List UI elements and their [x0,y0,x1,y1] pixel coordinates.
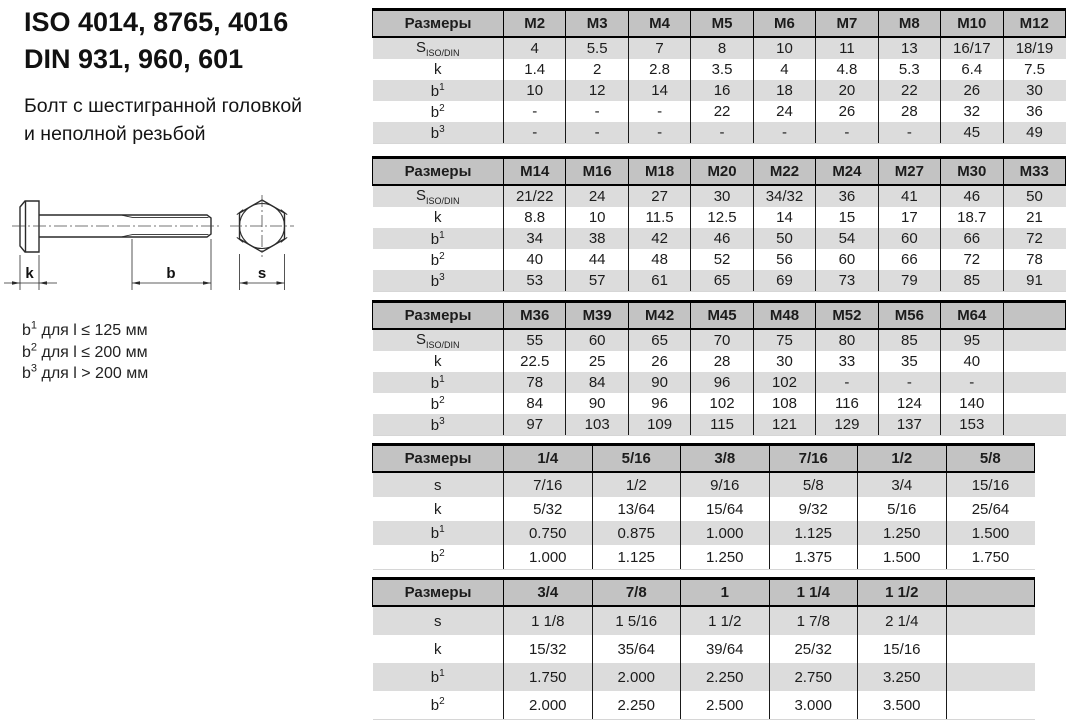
value-cell [946,691,1035,720]
value-cell: 2.500 [681,691,770,720]
value-cell: 140 [941,393,1003,414]
value-cell: 2.000 [592,663,681,691]
value-cell: 9/32 [769,497,858,521]
row-label: k [434,209,442,226]
header-cell: 1/4 [504,445,593,473]
value-cell: 5/16 [858,497,947,521]
header-cell: M14 [504,158,566,186]
value-cell: 26 [941,80,1003,101]
value-cell: 1 5/16 [592,606,681,635]
page-subtitle [24,92,302,148]
header-cell: M6 [753,10,815,38]
value-cell: 14 [628,80,690,101]
value-cell: 72 [941,249,1003,270]
dim-label-k: k [25,265,34,282]
table-row [373,414,1066,436]
value-cell: 50 [1003,185,1066,207]
value-cell: 2.000 [504,691,593,720]
value-cell: 39/64 [681,635,770,663]
table-row [373,101,1066,122]
value-cell: 2.750 [769,663,858,691]
value-cell: - [878,372,940,393]
value-cell: 66 [941,228,1003,249]
header-cell: M45 [691,302,753,330]
value-cell: 1 7/8 [769,606,858,635]
value-cell: 96 [628,393,690,414]
value-cell: 28 [691,351,753,372]
row-label: $b^1$ [430,524,445,542]
value-cell: 80 [816,329,878,351]
value-cell: 9/16 [681,472,770,497]
value-cell: 24 [753,101,815,122]
footnote-line: $b^3$ для l > 200 мм [22,362,149,382]
header-cell: 1/2 [858,445,947,473]
value-cell: 50 [753,228,815,249]
value-cell: 46 [691,228,753,249]
value-cell: 18/19 [1003,37,1066,59]
value-cell: 1/2 [592,472,681,497]
header-cell [1003,302,1066,330]
value-cell: 85 [878,329,940,351]
value-cell: 121 [753,414,815,436]
header-cell: M7 [816,10,878,38]
value-cell: 36 [816,185,878,207]
subtitle-line-1: Болт с шестигранной головкой [24,95,303,117]
value-cell: 44 [566,249,628,270]
value-cell: 91 [1003,270,1066,292]
table-metric-m14-m33 [372,156,1066,292]
title-line-iso: ISO 4014, 8765, 4016 [24,7,289,37]
table-row [373,80,1066,101]
value-cell: 30 [1003,80,1066,101]
value-cell: 36 [1003,101,1066,122]
header-cell: M27 [878,158,940,186]
value-cell: 1.500 [946,521,1035,545]
footnotes [22,320,148,385]
value-cell: - [628,101,690,122]
value-cell: 34 [504,228,566,249]
value-cell: 73 [816,270,878,292]
value-cell [1003,329,1066,351]
value-cell: 46 [941,185,1003,207]
value-cell: 17 [878,207,940,228]
value-cell: - [566,122,628,144]
value-cell [946,635,1035,663]
header-cell: M16 [566,158,628,186]
value-cell: 4 [504,37,566,59]
value-cell: 1 1/8 [504,606,593,635]
value-cell: 30 [753,351,815,372]
value-cell: 32 [941,101,1003,122]
table-row [373,663,1035,691]
value-cell: 1.000 [681,521,770,545]
value-cell: 1.750 [946,545,1035,570]
value-cell: 97 [504,414,566,436]
row-label: $b^3$ [373,270,504,292]
value-cell: 35 [878,351,940,372]
row-label: k [434,500,442,518]
value-cell: 102 [753,372,815,393]
table-row [373,606,1035,635]
value-cell: 2.250 [592,691,681,720]
page-title [24,4,288,78]
value-cell: 78 [504,372,566,393]
value-cell: 52 [691,249,753,270]
value-cell: 13 [878,37,940,59]
header-cell: M4 [628,10,690,38]
table-row [373,185,1066,207]
value-cell: - [504,101,566,122]
value-cell: 1.250 [858,521,947,545]
value-cell: 40 [504,249,566,270]
value-cell: 18.7 [941,207,1003,228]
row-label: $S_{ISO/DIN}$ [415,331,460,350]
value-cell [946,606,1035,635]
value-cell: 25 [566,351,628,372]
header-cell: M20 [691,158,753,186]
header-cell: 5/16 [592,445,681,473]
table-row [373,122,1066,144]
value-cell [946,663,1035,691]
header-cell: 5/8 [946,445,1035,473]
value-cell: 25/32 [769,635,858,663]
table-row [373,691,1035,720]
header-cell: Размеры [373,158,504,186]
value-cell: 11.5 [628,207,690,228]
value-cell: 1.125 [769,521,858,545]
header-cell: Размеры [373,445,504,473]
value-cell: 60 [566,329,628,351]
value-cell: 35/64 [592,635,681,663]
value-cell: 65 [691,270,753,292]
header-cell [946,579,1035,607]
row-label: $b^1$ [430,373,445,392]
value-cell: 75 [753,329,815,351]
header-cell: M24 [816,158,878,186]
row-label: s [434,612,442,630]
value-cell: 7/16 [504,472,593,497]
row-label: $b^2$ [373,545,504,570]
value-cell: 16/17 [941,37,1003,59]
value-cell: 5/8 [769,472,858,497]
value-cell: 2 1/4 [858,606,947,635]
value-cell: 3.500 [858,691,947,720]
value-cell: 6.4 [941,59,1003,80]
value-cell: 4.8 [816,59,878,80]
value-cell: - [816,122,878,144]
table-row [373,249,1066,270]
value-cell: 1.000 [504,545,593,570]
table-row [373,351,1066,372]
value-cell: - [628,122,690,144]
value-cell: 1.375 [769,545,858,570]
dim-label-b: b [166,265,176,282]
value-cell: 26 [816,101,878,122]
value-cell: 8 [691,37,753,59]
value-cell: 109 [628,414,690,436]
header-cell: M2 [504,10,566,38]
bolt-side-view [20,201,211,252]
header-cell: Размеры [373,579,504,607]
value-cell [1003,393,1066,414]
value-cell: 30 [691,185,753,207]
table-inch-large [372,577,1035,720]
row-label: $b^2$ [430,250,445,269]
value-cell: - [691,122,753,144]
row-label: $b^3$ [373,122,504,144]
bolt-drawing [0,188,345,323]
value-cell: 22 [878,80,940,101]
value-cell: 11 [816,37,878,59]
value-cell: 34/32 [753,185,815,207]
value-cell: 84 [504,393,566,414]
value-cell: 26 [628,351,690,372]
header-cell: 3/4 [504,579,593,607]
row-label: $b^2$ [430,394,445,413]
value-cell: 65 [628,329,690,351]
value-cell: 54 [816,228,878,249]
value-cell: 5.3 [878,59,940,80]
value-cell: 12 [566,80,628,101]
header-cell: 1 1/4 [769,579,858,607]
row-label: $b^2$ [373,691,504,720]
value-cell: 61 [628,270,690,292]
value-cell: 78 [1003,249,1066,270]
table-row [373,393,1066,414]
value-cell: 24 [566,185,628,207]
table-row [373,270,1066,292]
row-label: $S_{ISO/DIN}$ [415,39,460,58]
value-cell: 15 [816,207,878,228]
value-cell: 57 [566,270,628,292]
value-cell: 55 [504,329,566,351]
table-row [373,472,1035,497]
value-cell: 22.5 [504,351,566,372]
row-label: $b^2$ [430,102,445,121]
header-cell: Размеры [373,302,504,330]
value-cell: 108 [753,393,815,414]
table-row [373,372,1066,393]
table-row [373,37,1066,59]
row-label: $b^1$ [430,229,445,248]
value-cell: 5/32 [504,497,593,521]
header-cell: M39 [566,302,628,330]
header-cell: 3/8 [681,445,770,473]
value-cell: 18 [753,80,815,101]
value-cell [1003,351,1066,372]
header-cell: M48 [753,302,815,330]
table-row [373,497,1035,521]
value-cell: - [941,372,1003,393]
table-row [373,207,1066,228]
value-cell: 153 [941,414,1003,436]
value-cell: 60 [816,249,878,270]
header-cell: M12 [1003,10,1066,38]
footnote-line: $b^2$ для l ≤ 200 мм [22,341,148,361]
value-cell: 41 [878,185,940,207]
value-cell: 10 [504,80,566,101]
header-cell: M52 [816,302,878,330]
value-cell: 20 [816,80,878,101]
value-cell: 1 1/2 [681,606,770,635]
value-cell: 102 [691,393,753,414]
header-cell: M42 [628,302,690,330]
row-label: k [434,353,442,370]
table-row [373,545,1035,570]
row-label: s [434,476,442,494]
value-cell: 1.750 [504,663,593,691]
table-row [373,228,1066,249]
header-cell: Размеры [373,10,504,38]
header-cell: 1 1/2 [858,579,947,607]
value-cell [1003,414,1066,436]
row-label: $b^1$ [430,668,445,686]
value-cell: 13/64 [592,497,681,521]
value-cell [1003,372,1066,393]
header-cell: M33 [1003,158,1066,186]
value-cell: 79 [878,270,940,292]
table-row [373,635,1035,663]
value-cell: 10 [566,207,628,228]
row-label: $b^3$ [373,414,504,436]
value-cell: 49 [1003,122,1066,144]
value-cell: 103 [566,414,628,436]
value-cell: 56 [753,249,815,270]
value-cell: 1.4 [504,59,566,80]
value-cell: - [566,101,628,122]
value-cell: 28 [878,101,940,122]
header-cell: M64 [941,302,1003,330]
value-cell: 72 [1003,228,1066,249]
row-label: k [434,640,442,658]
value-cell: 3.250 [858,663,947,691]
value-cell: - [753,122,815,144]
value-cell: 4 [753,59,815,80]
value-cell: 1.250 [681,545,770,570]
value-cell: 115 [691,414,753,436]
title-line-din: DIN 931, 960, 601 [24,44,244,74]
value-cell: 27 [628,185,690,207]
header-cell: 7/16 [769,445,858,473]
value-cell: 40 [941,351,1003,372]
value-cell: 15/64 [681,497,770,521]
footnote-line: $b^1$ для l ≤ 125 мм [22,319,148,339]
value-cell: 84 [566,372,628,393]
header-cell: M18 [628,158,690,186]
value-cell: 33 [816,351,878,372]
table-metric-m2-m12 [372,8,1066,144]
value-cell: 48 [628,249,690,270]
value-cell: 15/32 [504,635,593,663]
value-cell: 90 [628,372,690,393]
value-cell: 2.250 [681,663,770,691]
value-cell: 3/4 [858,472,947,497]
value-cell: 3.000 [769,691,858,720]
value-cell: 116 [816,393,878,414]
value-cell: 53 [504,270,566,292]
value-cell: - [878,122,940,144]
header-cell: M8 [878,10,940,38]
header-cell: M36 [504,302,566,330]
row-label: $S_{ISO/DIN}$ [415,187,460,206]
value-cell: 0.875 [592,521,681,545]
value-cell: 16 [691,80,753,101]
value-cell: 42 [628,228,690,249]
value-cell: 129 [816,414,878,436]
value-cell: 124 [878,393,940,414]
value-cell: 7 [628,37,690,59]
value-cell: 15/16 [858,635,947,663]
value-cell: 12.5 [691,207,753,228]
table-row [373,59,1066,80]
value-cell: 2.8 [628,59,690,80]
value-cell: - [504,122,566,144]
value-cell: 10 [753,37,815,59]
value-cell: 14 [753,207,815,228]
header-cell: M56 [878,302,940,330]
value-cell: 1.125 [592,545,681,570]
header-cell: M10 [941,10,1003,38]
header-cell: 1 [681,579,770,607]
value-cell: 8.8 [504,207,566,228]
header-cell: M5 [691,10,753,38]
value-cell: 45 [941,122,1003,144]
value-cell: - [816,372,878,393]
value-cell: 21/22 [504,185,566,207]
value-cell: 5.5 [566,37,628,59]
value-cell: 21 [1003,207,1066,228]
value-cell: 96 [691,372,753,393]
row-label: k [434,61,442,78]
table-row [373,521,1035,545]
value-cell: 90 [566,393,628,414]
table-row [373,329,1066,351]
header-cell: M30 [941,158,1003,186]
value-cell: 70 [691,329,753,351]
value-cell: 7.5 [1003,59,1066,80]
row-label: $b^1$ [430,81,445,100]
value-cell: 22 [691,101,753,122]
header-cell: M22 [753,158,815,186]
value-cell: 60 [878,228,940,249]
value-cell: 1.500 [858,545,947,570]
value-cell: 95 [941,329,1003,351]
value-cell: 38 [566,228,628,249]
value-cell: 85 [941,270,1003,292]
value-cell: 69 [753,270,815,292]
value-cell: 2 [566,59,628,80]
value-cell: 3.5 [691,59,753,80]
subtitle-line-2: и неполной резьбой [24,123,206,145]
dim-label-s: s [257,265,267,282]
value-cell: 0.750 [504,521,593,545]
value-cell: 137 [878,414,940,436]
value-cell: 15/16 [946,472,1035,497]
table-metric-m36-m64 [372,300,1066,436]
table-inch-small [372,443,1035,570]
value-cell: 66 [878,249,940,270]
header-cell: M3 [566,10,628,38]
value-cell: 25/64 [946,497,1035,521]
header-cell: 7/8 [592,579,681,607]
